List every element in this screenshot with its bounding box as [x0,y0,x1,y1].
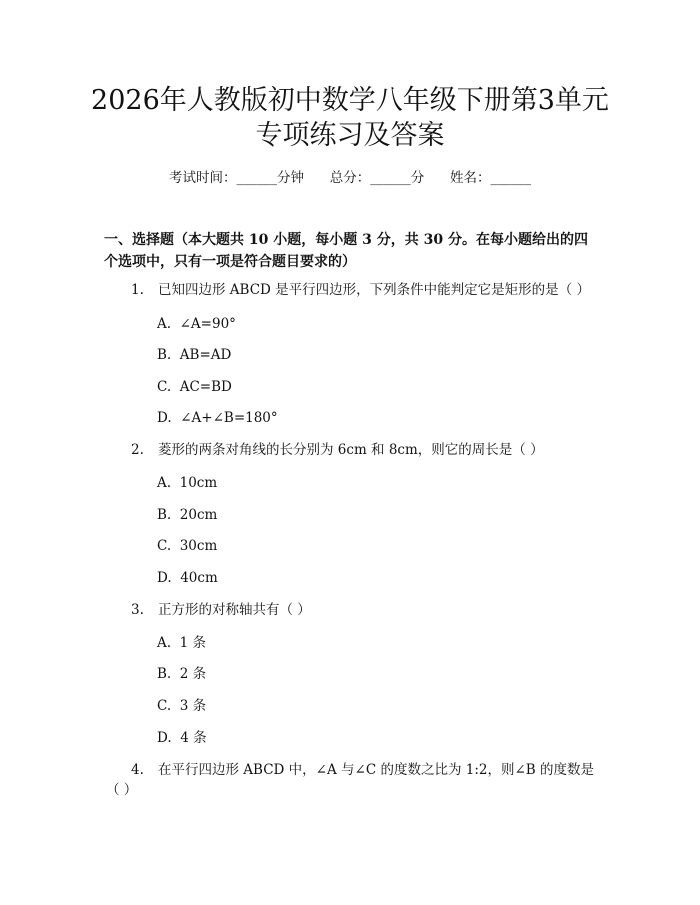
question-number: 3. [131,602,144,618]
page-title-line2: 专项练习及答案 [255,120,445,151]
option-c[interactable]: C. AC=BD [157,379,232,395]
option-d[interactable]: D. 40cm [157,570,218,586]
option-c[interactable]: C. 30cm [157,538,218,554]
question-text-continued: （ ） [106,782,138,798]
question-text: 在平行四边形 ABCD 中，∠A 与∠C 的度数之比为 1:2，则∠B 的度数是 [158,762,594,778]
question-number: 1. [131,282,144,298]
question-text: 已知四边形 ABCD 是平行四边形，下列条件中能判定它是矩形的是（ ） [158,282,590,298]
question-text: 正方形的对称轴共有（ ） [158,602,311,618]
question-text: 菱形的两条对角线的长分别为 6cm 和 8cm，则它的周长是（ ） [158,442,544,458]
exam-info-line: 考试时间：______分钟 总分：______分 姓名：______ [169,170,531,186]
option-a[interactable]: A. ∠A=90° [157,316,236,332]
option-a[interactable]: A. 10cm [157,475,218,491]
option-c[interactable]: C. 3 条 [157,698,207,714]
question-number: 4. [131,762,144,778]
option-b[interactable]: B. AB=AD [157,347,232,363]
option-b[interactable]: B. 2 条 [157,666,207,682]
option-d[interactable]: D. ∠A+∠B=180° [157,410,278,426]
question-number: 2. [131,442,144,458]
section-heading: 一、选择题（本大题共 10 小题，每小题 3 分，共 30 分。在每小题给出的四个选项中，只有一项是符合题目要求的） [104,232,588,270]
option-b[interactable]: B. 20cm [157,507,218,523]
option-a[interactable]: A. 1 条 [157,635,207,651]
option-d[interactable]: D. 4 条 [157,730,207,746]
page-title-line1: 2026年人教版初中数学八年级下册第3单元 [91,85,609,116]
